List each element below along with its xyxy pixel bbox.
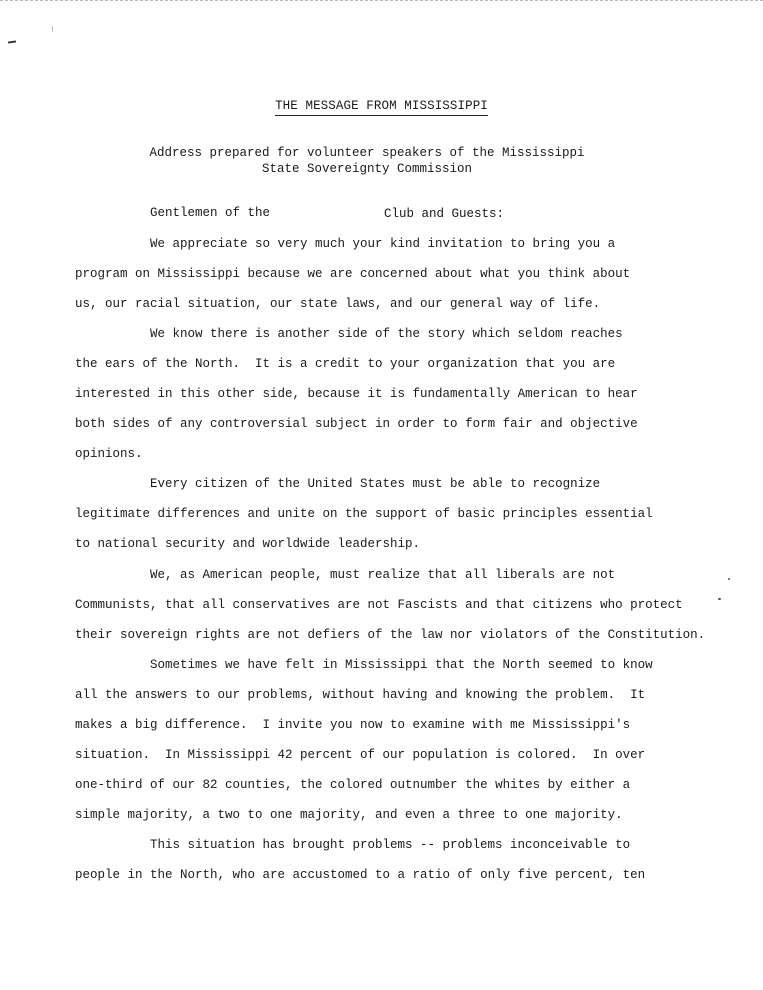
subtitle-line-1: Address prepared for volunteer speakers of the Mississippi <box>149 146 585 160</box>
body-line: We know there is another side of the story which seldom reaches <box>150 327 623 341</box>
margin-mark <box>8 40 16 43</box>
body-line: We appreciate so very much your kind invitation to bring you a <box>150 237 616 251</box>
body-line: both sides of any controversial subject in order to form fair and objective <box>75 417 638 431</box>
body-line: Sometimes we have felt in Mississippi that the North seemed to know <box>150 658 653 672</box>
salutation-end: Club and Guests: <box>384 207 505 221</box>
body-line: We, as American people, must realize that all liberals are not <box>150 568 616 582</box>
paper-speck <box>718 598 721 600</box>
document-title-block <box>0 99 763 116</box>
paper-speck <box>52 26 53 32</box>
body-line: us, our racial situation, our state laws, and our general way of life. <box>75 297 601 311</box>
body-line: legitimate differences and unite on the support of basic principles essential <box>75 507 653 521</box>
page-top-edge <box>0 0 763 1</box>
paper-speck <box>728 578 730 580</box>
body-line: one-third of our 82 counties, the colored outnumber the whites by either a <box>75 778 631 792</box>
body-line: program on Mississippi because we are concerned about what you think about <box>75 267 631 281</box>
body-line: the ears of the North. It is a credit to your organization that you are <box>75 357 616 371</box>
body-line: to national security and worldwide leadership. <box>75 537 421 551</box>
body-line: Every citizen of the United States must be able to recognize <box>150 477 601 491</box>
body-line: all the answers to our problems, without having and knowing the problem. It <box>75 688 646 702</box>
body-line: their sovereign rights are not defiers of the law nor violators of the Constitution. <box>75 628 706 642</box>
body-line: Communists, that all conservatives are not Fascists and that citizens who protect <box>75 598 683 612</box>
body-line: This situation has brought problems -- problems inconceivable to <box>150 838 631 852</box>
body-line: interested in this other side, because it is fundamentally American to hear <box>75 387 638 401</box>
body-line: simple majority, a two to one majority, and even a three to one majority. <box>75 808 623 822</box>
body-line: makes a big difference. I invite you now to examine with me Mississippi's <box>75 718 631 732</box>
body-line: people in the North, who are accustomed to a ratio of only five percent, ten <box>75 868 646 882</box>
salutation-start: Gentlemen of the <box>150 206 271 220</box>
body-line: situation. In Mississippi 42 percent of our population is colored. In over <box>75 748 646 762</box>
body-line: opinions. <box>75 447 143 461</box>
subtitle-line-2: State Sovereignty Commission <box>261 162 473 176</box>
document-title: THE MESSAGE FROM MISSISSIPPI <box>275 99 488 116</box>
